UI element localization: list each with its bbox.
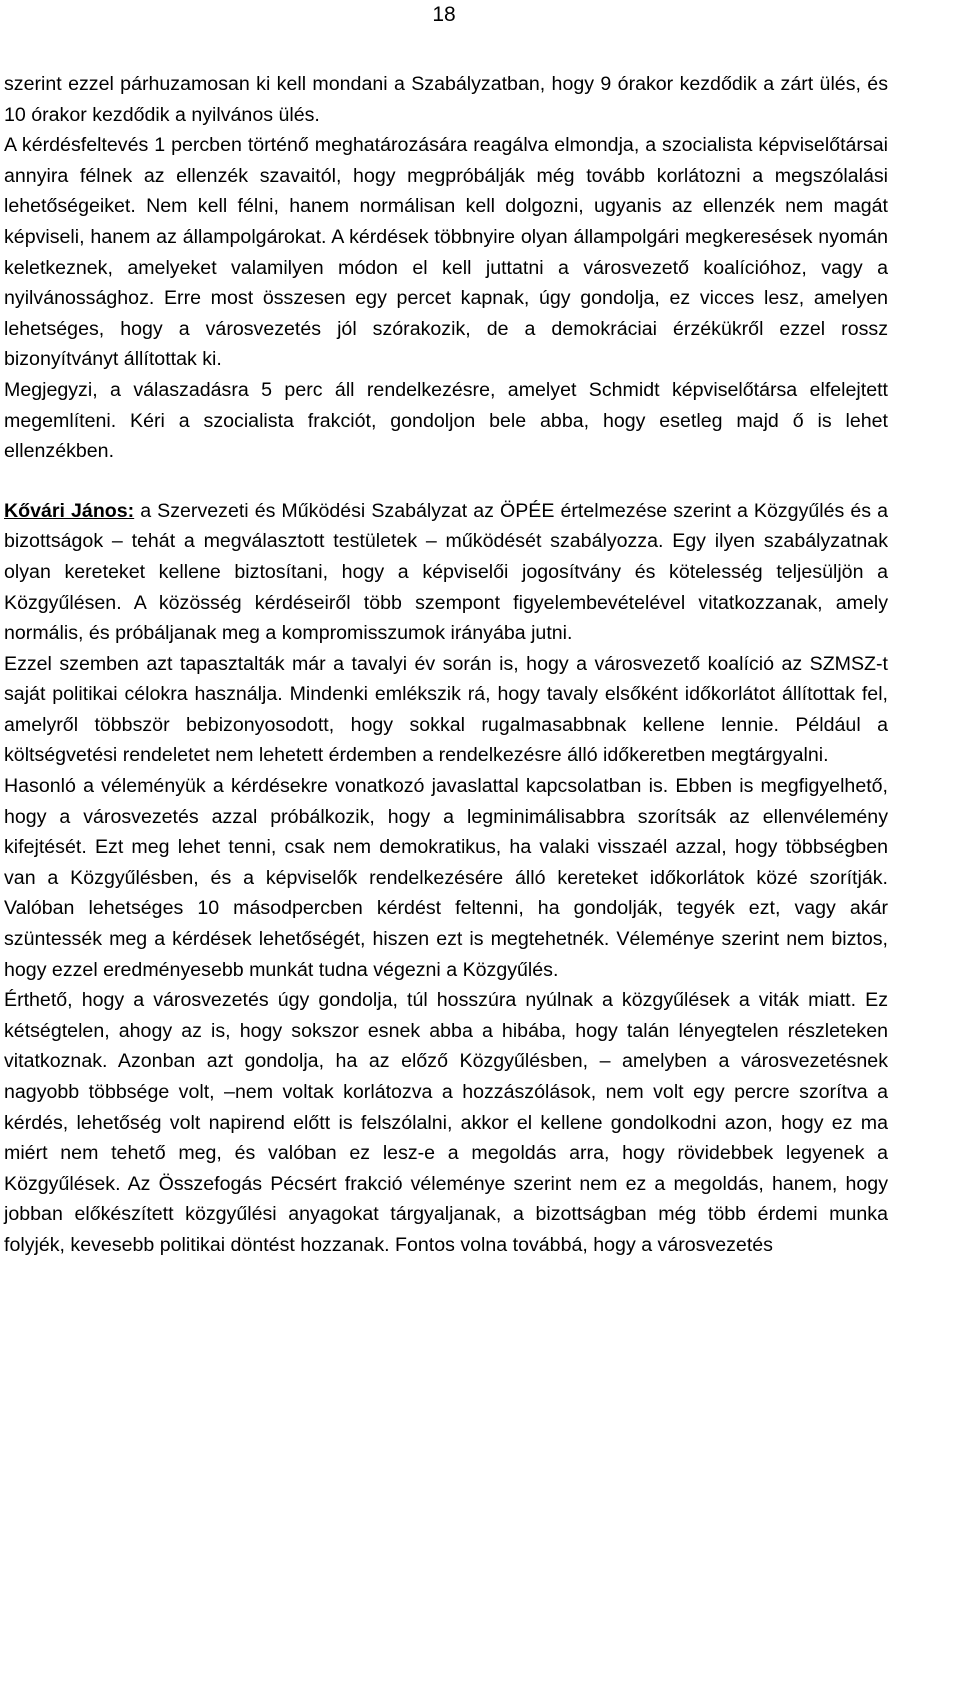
paragraph: A kérdésfeltevés 1 percben történő meghatározására reagálva elmondja, a szocialista képviselőtársai annyira félnek az ellenzék szavaitól, hogy megpróbálják még tovább korlátozni a megszólalási lehetőségeiket. Nem kell félni, hanem normálisan kell dolgozni, ugyanis az ellenzék nem magát képviseli, hanem az állampolgárokat. A kérdések többnyire olyan állampolgári megkeresések nyomán keletkeznek, amelyeket valamilyen módon el kell juttatni a városvezető koalícióhoz, vagy a nyilvánossághoz. Erre most összesen egy percet kapnak, úgy gondolja, ez vicces lesz, amelyen lehetséges, hogy a városvezetés jól szórakozik, de a demokráciai érzékükről ezzel rossz bizonyítványt állítottak ki.	[4, 134, 888, 371]
speaker-paragraph	[4, 496, 888, 649]
paragraph: Megjegyzi, a válaszadásra 5 perc áll rendelkezésre, amelyet Schmidt képviselőtársa elfelejtett megemlíteni. Kéri a szocialista frakciót, gondoljon bele abba, hogy esetleg majd ő is lehet ellenzékben.	[4, 378, 888, 463]
paragraph: Ezzel szemben azt tapasztalták már a tavalyi év során is, hogy a városvezető koalíció az SZMSZ-t saját politikai célokra használja. Mindenki emlékszik rá, hogy tavaly elsőként időkorlátot állítottak fel, amelyről többször bebizonyosodott, hogy sokkal rugalmasabbnak kellene lennie. Például a költségvetési rendeletet nem lehetett érdemben a rendelkezésre álló időkeretben megtárgyalni.	[4, 652, 888, 767]
paragraph: Hasonló a véleményük a kérdésekre vonatkozó javaslattal kapcsolatban is. Ebben is megfigyelhető, hogy a városvezetés azzal próbálkozik, hogy a legminimálisabbra szorítsák az ellenvélemény kifejtését. Ezt meg lehet tenni, csak nem demokratikus, ha valaki visszaél azzal, hogy többségben van a Közgyűlésben, és a képviselők rendelkezésére álló kereteket időkorlátok közé szorítják. Valóban lehetséges 10 másodpercben kérdést feltenni, ha gondolják, tegyék ezt, vagy akár szüntessék meg a kérdések lehetőségét, hiszen ezt is megtehetnék. Véleménye szerint nem biztos, hogy ezzel eredményesebb munkát tudna végezni a Közgyűlés.	[4, 775, 888, 981]
speaker-intro-text: a Szervezeti és Működési Szabályzat az ÖPÉE értelmezése szerint a Közgyűlés és a bizottságok – tehát a megválasztott testületek – működését szabályozza. Egy ilyen szabályzatnak olyan kereteket kellene biztosítani, hogy a képviselői jogosítvány és kötelesség teljesüljön a Közgyűlésen. A közösség kérdéseiről több szempont figyelembevételével vitatkozzanak, amely normális, és próbáljanak meg a kompromisszumok irányába jutni.	[4, 499, 888, 645]
page-number: 18	[432, 3, 456, 26]
paragraph: szerint ezzel párhuzamosan ki kell mondani a Szabályzatban, hogy 9 órakor kezdődik a zárt ülés, és 10 órakor kezdődik a nyilvános ülés.	[4, 73, 888, 126]
speaker-name: Kővári János:	[4, 499, 135, 522]
document-body	[0, 69, 888, 1261]
paragraph: Érthető, hogy a városvezetés úgy gondolja, túl hosszúra nyúlnak a közgyűlések a viták miatt. Ez kétségtelen, ahogy az is, hogy sokszor esnek abba a hibába, hogy talán lényegtelen részleteken vitatkoznak. Azonban azt gondolja, ha az előző Közgyűlésben, – amelyben a városvezetésnek nagyobb többsége volt, –nem voltak korlátozva a hozzászólások, nem volt egy percre szorítva a kérdés, lehetőség volt napirend előtt is felszólalni, akkor el kellene gondolkodni azon, hogy ez ma miért nem tehető meg, és valóban ez lesz-e a megoldás arra, hogy rövidebbek legyenek a Közgyűlések. Az Összefogás Pécsért frakció véleménye szerint nem ez a megoldás, hanem, hogy jobban előkészített közgyűlési anyagokat tárgyaljanak, a bizottságban még több érdemi munka folyjék, kevesebb politikai döntést hozzanak. Fontos volna továbbá, hogy a városvezetés	[4, 989, 888, 1256]
paragraph-gap	[4, 467, 888, 496]
